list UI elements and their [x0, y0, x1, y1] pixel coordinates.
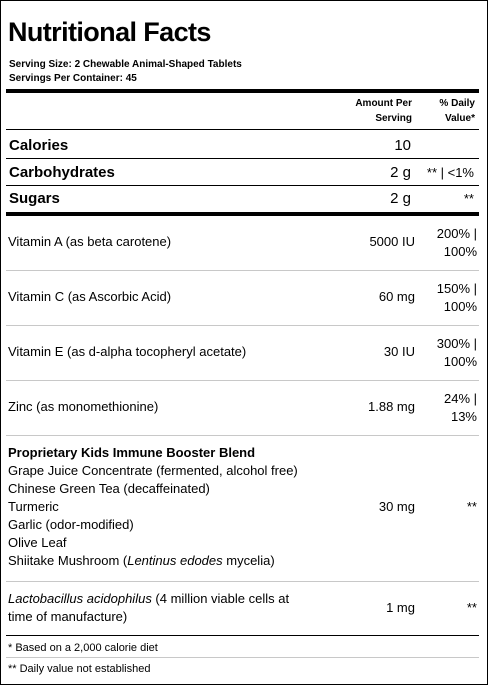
- macro-thick-divider: [6, 212, 479, 216]
- blend-ingredient: Olive Leaf: [8, 535, 67, 550]
- nutrient-dv: [444, 390, 477, 426]
- nutrient-dv: [437, 280, 477, 316]
- row-divider: [6, 581, 479, 582]
- serving-size: Serving Size: 2 Chewable Animal-Shaped Tablets: [9, 59, 242, 70]
- label-title: Nutritional Facts: [8, 17, 211, 47]
- macro-dv-sugars: **: [463, 191, 474, 206]
- nutrient-dv-line2: 100%: [443, 299, 477, 314]
- blend-ingredient-species: Lentinus edodes: [127, 553, 223, 568]
- nutrient-dv-line1: 200% |: [436, 226, 477, 241]
- probiotic-dv: **: [466, 600, 477, 615]
- blend-ingredient: Turmeric: [8, 499, 59, 514]
- footnote-row-divider: [6, 657, 479, 658]
- blend-ingredient-prefix: Shiitake Mushroom (: [8, 553, 128, 568]
- amount-per-serving-header: [355, 96, 412, 126]
- macro-amount-sugars: 2 g: [390, 190, 411, 207]
- row-divider: [6, 435, 479, 436]
- nutrient-dv-line2: 100%: [443, 244, 477, 259]
- amount-header-line1: Amount Per: [355, 98, 412, 109]
- dv-header-line1: % Daily: [439, 98, 475, 109]
- blend-ingredient-suffix: mycelia): [222, 553, 275, 568]
- daily-value-header: [439, 96, 475, 126]
- header-divider: [6, 129, 479, 130]
- macro-amount-calories: 10: [394, 137, 411, 154]
- servings-per-container: Servings Per Container: 45: [9, 73, 137, 84]
- nutrient-dv-line1: 24% |: [443, 391, 477, 406]
- nutrient-amount: 30 IU: [383, 344, 415, 359]
- blend-ingredient: Grape Juice Concentrate (fermented, alcohol free): [8, 463, 298, 478]
- nutrient-name: Vitamin A (as beta carotene): [8, 234, 172, 249]
- top-thick-divider: [6, 89, 479, 93]
- row-divider: [6, 380, 479, 381]
- nutrient-dv: [437, 335, 477, 371]
- probiotic-name-line2: time of manufacture): [8, 609, 128, 624]
- nutrient-dv-line1: 150% |: [436, 281, 477, 296]
- footnote-divider: [6, 635, 479, 636]
- probiotic-name: [8, 590, 289, 608]
- nutrient-dv: [437, 225, 477, 261]
- nutrient-name: Zinc (as monomethionine): [8, 399, 159, 414]
- blend-ingredient: Chinese Green Tea (decaffeinated): [8, 481, 210, 496]
- blend-amount: 30 mg: [378, 499, 415, 514]
- macro-amount-carbohydrates: 2 g: [390, 164, 411, 181]
- nutrient-amount: 5000 IU: [369, 234, 415, 249]
- macro-name-sugars: Sugars: [9, 190, 60, 207]
- macro-dv-carbohydrates: ** | <1%: [426, 165, 474, 180]
- amount-header-line2: Serving: [375, 113, 412, 124]
- macro-divider: [6, 158, 479, 159]
- probiotic-name-rest: (4 million viable cells at: [151, 591, 290, 606]
- macro-divider: [6, 185, 479, 186]
- macro-name-carbohydrates: Carbohydrates: [9, 164, 115, 181]
- blend-dv: **: [466, 499, 477, 514]
- row-divider: [6, 270, 479, 271]
- probiotic-amount: 1 mg: [386, 600, 415, 615]
- dv-header-line2: Value*: [444, 113, 475, 124]
- footnote-dv-not-established: ** Daily value not established: [8, 663, 151, 675]
- blend-ingredient: Garlic (odor-modified): [8, 517, 134, 532]
- nutrient-name: Vitamin C (as Ascorbic Acid): [8, 289, 172, 304]
- nutrient-dv-line1: 300% |: [436, 336, 477, 351]
- nutrient-dv-line2: 100%: [443, 354, 477, 369]
- probiotic-species: Lactobacillus acidophilus: [8, 591, 152, 606]
- footnote-calorie-diet: * Based on a 2,000 calorie diet: [8, 642, 158, 654]
- row-divider: [6, 325, 479, 326]
- nutrient-amount: 1.88 mg: [368, 399, 415, 414]
- nutrient-dv-line2: 13%: [450, 409, 477, 424]
- blend-ingredient: [8, 552, 275, 570]
- nutrient-name: Vitamin E (as d-alpha tocopheryl acetate): [8, 344, 247, 359]
- macro-name-calories: Calories: [9, 137, 69, 154]
- blend-title: Proprietary Kids Immune Booster Blend: [8, 445, 256, 460]
- nutrient-amount: 60 mg: [378, 289, 415, 304]
